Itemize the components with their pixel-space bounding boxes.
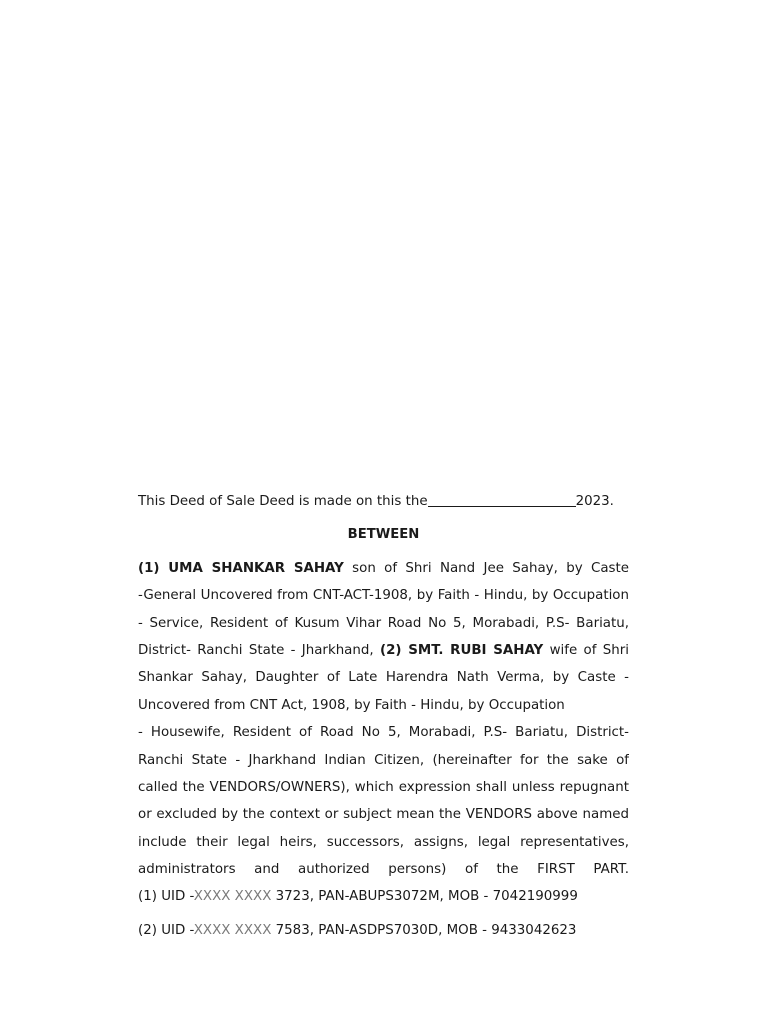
paragraph-line	[138, 829, 629, 856]
line-text: include their legal heirs, successors, assigns, legal representatives,	[138, 834, 629, 850]
id-prefix: (2) UID -	[138, 923, 194, 939]
vendor-1-name: (1) UMA SHANKAR SAHAY	[138, 560, 344, 576]
line-text: -General Uncovered from CNT-ACT-1908, by Faith - Hindu, by Occupation	[138, 588, 629, 604]
paragraph-line	[138, 747, 629, 774]
masked-uid: XXXX XXXX	[193, 923, 272, 939]
id-details: 3723, PAN-ABUPS3072M, MOB - 7042190999	[271, 889, 578, 905]
line-text: - Service, Resident of Kusum Vihar Road No 5, Morabadi, P.S- Bariatu,	[138, 615, 629, 631]
paragraph-line	[138, 555, 629, 582]
section-heading: BETWEEN	[347, 527, 420, 543]
paragraph-line	[138, 610, 629, 637]
paragraph-line	[138, 692, 629, 719]
id-details: 7583, PAN-ASDPS7030D, MOB - 9433042623	[271, 923, 577, 939]
line-text: son of Shri Nand Jee Sahay, by Caste	[343, 560, 629, 576]
paragraph-line	[138, 582, 629, 609]
line-text: wife of Shri	[549, 642, 629, 658]
line-text: - Housewife, Resident of Road No 5, Morabadi, P.S- Bariatu, District-	[138, 725, 629, 741]
paragraph-line	[138, 664, 629, 691]
line-text: Uncovered from CNT Act, 1908, by Faith - Hindu, by Occupation	[138, 697, 565, 713]
paragraph-line	[138, 719, 629, 746]
vendor-2-id-line	[138, 917, 629, 944]
deed-body	[138, 488, 629, 945]
opening-text: This Deed of Sale Deed is made on this the	[138, 494, 428, 509]
line-text: Shankar Sahay, Daughter of Late Harendra Nath Verma, by Caste -	[138, 670, 629, 686]
masked-uid: XXXX XXXX	[193, 889, 272, 905]
line-text: called the VENDORS/OWNERS), which expression shall unless repugnant	[138, 779, 629, 795]
line-text: Ranchi State - Jharkhand Indian Citizen, (hereinafter for the sake of	[138, 752, 629, 768]
date-blank	[428, 490, 576, 507]
paragraph-line	[138, 774, 629, 801]
vendor-1-id-line	[138, 883, 629, 917]
vendor-2-name: (2) SMT. RUBI SAHAY	[379, 642, 544, 658]
id-prefix: (1) UID -	[138, 889, 194, 905]
paragraph-line	[138, 856, 629, 883]
paragraph-line	[138, 801, 629, 828]
line-text: District- Ranchi State - Jharkhand,	[138, 642, 380, 658]
line-text: administrators and authorized persons) of the FIRST PART.	[138, 862, 629, 878]
opening-year: 2023.	[575, 494, 614, 509]
line-text: or excluded by the context or subject mean the VENDORS above named	[138, 807, 629, 823]
paragraph-line	[138, 637, 629, 664]
opening-line	[138, 488, 629, 515]
